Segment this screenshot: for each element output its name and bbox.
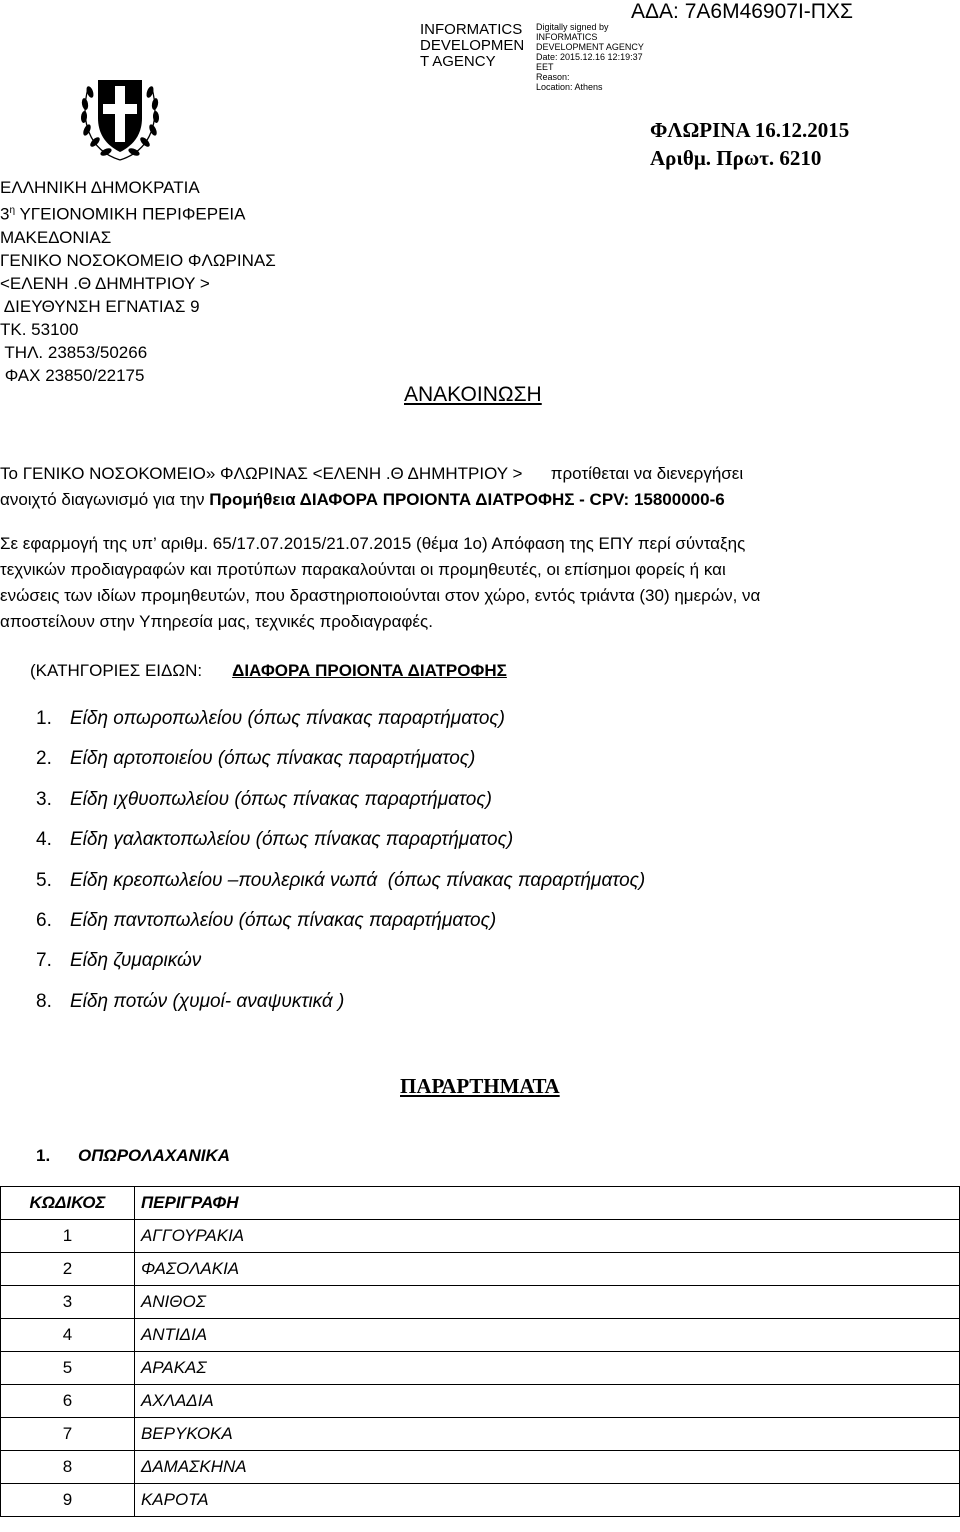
table-row — [1, 1253, 960, 1286]
issuer-region-number: 3 — [0, 204, 10, 224]
table-cell-description: ΑΧΛΑΔΙΑ — [134, 1385, 959, 1418]
spacer — [0, 513, 960, 531]
item-number: 5. — [36, 869, 52, 891]
signature-org-line: DEVELOPMEN — [420, 37, 525, 54]
signature-organization — [420, 22, 524, 70]
item-text: Είδη κρεοπωλείου –πουλερικά νωπά (όπως πίνακας παραρτήματος) — [70, 869, 646, 891]
signature-meta-line: Digitally signed by — [536, 22, 609, 32]
item-text: Είδη γαλακτοπωλείου (όπως πίνακας παραρτήματος) — [70, 829, 514, 851]
table-cell-description: ΑΝΤΙΔΙΑ — [134, 1319, 959, 1352]
signature-meta-line: EET — [536, 62, 554, 72]
item-text: Είδη ιχθυοπωλείου (όπως πίνακας παραρτήματος) — [70, 788, 492, 810]
issuer-line: <ΕΛΕΝΗ .Θ ΔΗΜΗΤΡΙΟΥ > — [0, 273, 210, 293]
issuer-region-superscript: η — [9, 205, 16, 216]
category-list — [36, 708, 645, 1031]
list-item — [36, 991, 645, 1031]
table-cell-code: 2 — [1, 1253, 135, 1286]
issuer-line — [0, 199, 276, 226]
table-cell-code: 5 — [1, 1352, 135, 1385]
table-cell-code: 9 — [1, 1484, 135, 1517]
item-text: Είδη οπωροπωλείου (όπως πίνακας παραρτήματος) — [70, 708, 505, 729]
table-cell-code: 4 — [1, 1319, 135, 1352]
announcement-body — [0, 461, 960, 635]
section-name: ΟΠΩΡΟΛΑΧΑΝΙΚΑ — [78, 1146, 231, 1165]
body-line: ενώσεις των ιδίων προμηθευτών, που δραστηριοποιούνται στον χώρο, εντός τριάντα (30) ημερών, να — [0, 586, 761, 605]
item-number: 3. — [36, 788, 52, 810]
item-number: 6. — [36, 909, 52, 931]
table-row — [1, 1286, 960, 1319]
column-header-code: ΚΩΔΙΚΟΣ — [1, 1187, 135, 1220]
issuer-line: ΜΑΚΕΔΟΝΙΑΣ — [0, 227, 112, 247]
body-line: τεχνικών προδιαγραφών και προτύπων παρακαλούνται οι προμηθευτές, οι επίσημοι φορείς ή και — [0, 560, 726, 579]
body-text: ανοιχτό διαγωνισμό για την — [0, 490, 210, 509]
list-item — [36, 870, 645, 910]
signature-meta-line: Date: 2015.12.16 12:19:37 — [536, 52, 643, 62]
announcement-title: ΑΝΑΚΟΙΝΩΣΗ — [404, 383, 542, 406]
categories-label: (ΚΑΤΗΓΟΡΙΕΣ ΕΙΔΩΝ: — [30, 661, 203, 680]
item-number: 4. — [36, 829, 52, 851]
signature-meta-line: INFORMATICS — [536, 32, 598, 42]
table-cell-description: ΑΓΓΟΥΡΑΚΙΑ — [134, 1220, 959, 1253]
date-protocol — [650, 116, 849, 172]
item-number: 1. — [36, 708, 52, 729]
section-title — [36, 1146, 230, 1166]
signature-details — [536, 22, 644, 92]
signature-meta-line: Location: Athens — [536, 82, 603, 92]
issuer-header — [0, 176, 276, 387]
table-cell-code: 1 — [1, 1220, 135, 1253]
list-item — [36, 910, 645, 950]
signature-meta-line: Reason: — [536, 72, 570, 82]
table-row — [1, 1451, 960, 1484]
table-cell-description: ΔΑΜΑΣΚΗΝΑ — [134, 1451, 959, 1484]
signature-org-line: INFORMATICS — [420, 21, 523, 38]
procurement-subject: Προμήθεια ΔΙΑΦΟΡΑ ΠΡΟΙΟΝΤΑ ΔΙΑΤΡΟΦΗΣ - CPV: 15800000-6 — [209, 490, 725, 509]
table-cell-code: 3 — [1, 1286, 135, 1319]
table-cell-description: ΑΡΑΚΑΣ — [134, 1352, 959, 1385]
item-text: Είδη αρτοποιείου (όπως πίνακας παραρτήματος) — [70, 748, 476, 770]
table-cell-description: ΚΑΡΟΤΑ — [134, 1484, 959, 1517]
item-text: Είδη παντοπωλείου (όπως πίνακας παραρτήματος) — [70, 909, 497, 931]
signature-org-line: T AGENCY — [420, 53, 496, 70]
table-cell-code: 8 — [1, 1451, 135, 1484]
greek-emblem-icon — [76, 60, 164, 168]
signature-meta-line: DEVELOPMENT AGENCY — [536, 42, 644, 52]
item-number: 8. — [36, 990, 52, 1012]
products-table — [0, 1186, 960, 1517]
table-cell-description: ΒΕΡΥΚΟΚΑ — [134, 1418, 959, 1451]
item-number: 7. — [36, 950, 52, 972]
body-line: Το ΓΕΝΙΚΟ ΝΟΣΟΚΟΜΕΙΟ» ΦΛΩΡΙΝΑΣ <ΕΛΕΝΗ .Θ ΔΗΜΗΤΡΙΟΥ > προτίθεται να διενεργήσει — [0, 464, 744, 483]
ada-code: ΑΔΑ: 7Α6Μ46907Ι-ΠΧΣ — [631, 0, 853, 23]
column-header-description: ΠΕΡΙΓΡΑΦΗ — [134, 1187, 959, 1220]
list-item — [36, 829, 645, 869]
item-text: Είδη ζυμαρικών — [70, 950, 202, 972]
annexes-title: ΠΑΡΑΡΤΗΜΑΤΑ — [400, 1074, 560, 1098]
categories-line — [30, 661, 507, 681]
body-line — [0, 487, 960, 513]
body-line: Σε εφαρμογή της υπ’ αριθμ. 65/17.07.2015/21.07.2015 (θέμα 1ο) Απόφαση της ΕΠΥ περί σύνταξης — [0, 534, 746, 553]
table-cell-code: 6 — [1, 1385, 135, 1418]
list-item — [36, 950, 645, 990]
item-text: Είδη ποτών (χυμοί- αναψυκτικά ) — [70, 990, 345, 1012]
issuer-line: ΕΛΛΗΝΙΚΗ ΔΗΜΟΚΡΑΤΙΑ — [0, 178, 200, 197]
issuer-line: ΔΙΕΥΘΥΝΣΗ ΕΓΝΑΤΙΑΣ 9 — [0, 296, 200, 316]
list-item — [36, 748, 645, 788]
categories-value: ΔΙΑΦΟΡΑ ΠΡΟΙΟΝΤΑ ΔΙΑΤΡΟΦΗΣ — [232, 661, 507, 680]
item-number: 2. — [36, 748, 52, 770]
issuer-line: ΤΚ. 53100 — [0, 319, 79, 339]
table-row — [1, 1319, 960, 1352]
body-line: αποστείλουν στην Υπηρεσία μας, τεχνικές προδιαγραφές. — [0, 612, 433, 631]
issuer-line: ΦΑΧ 23850/22175 — [0, 365, 145, 385]
table-cell-description: ΦΑΣΟΛΑΚΙΑ — [134, 1253, 959, 1286]
list-item — [36, 708, 645, 748]
date-text: ΦΛΩΡΙΝΑ 16.12.2015 — [650, 118, 850, 142]
table-cell-description: ΑΝΙΘΟΣ — [134, 1286, 959, 1319]
table-row — [1, 1385, 960, 1418]
section-number: 1. — [36, 1146, 51, 1165]
table-cell-code: 7 — [1, 1418, 135, 1451]
issuer-line: ΓΕΝΙΚΟ ΝΟΣΟΚΟΜΕΙΟ ΦΛΩΡΙΝΑΣ — [0, 250, 276, 270]
issuer-region-text: ΥΓΕΙΟΝΟΜΙΚΗ ΠΕΡΙΦΕΡΕΙΑ — [15, 204, 246, 224]
list-item — [36, 789, 645, 829]
table-row — [1, 1484, 960, 1517]
table-row — [1, 1220, 960, 1253]
table-row — [1, 1352, 960, 1385]
table-row — [1, 1418, 960, 1451]
issuer-line: ΤΗΛ. 23853/50266 — [0, 342, 148, 362]
table-header-row — [1, 1187, 960, 1220]
protocol-number: Αριθμ. Πρωτ. 6210 — [650, 146, 822, 170]
